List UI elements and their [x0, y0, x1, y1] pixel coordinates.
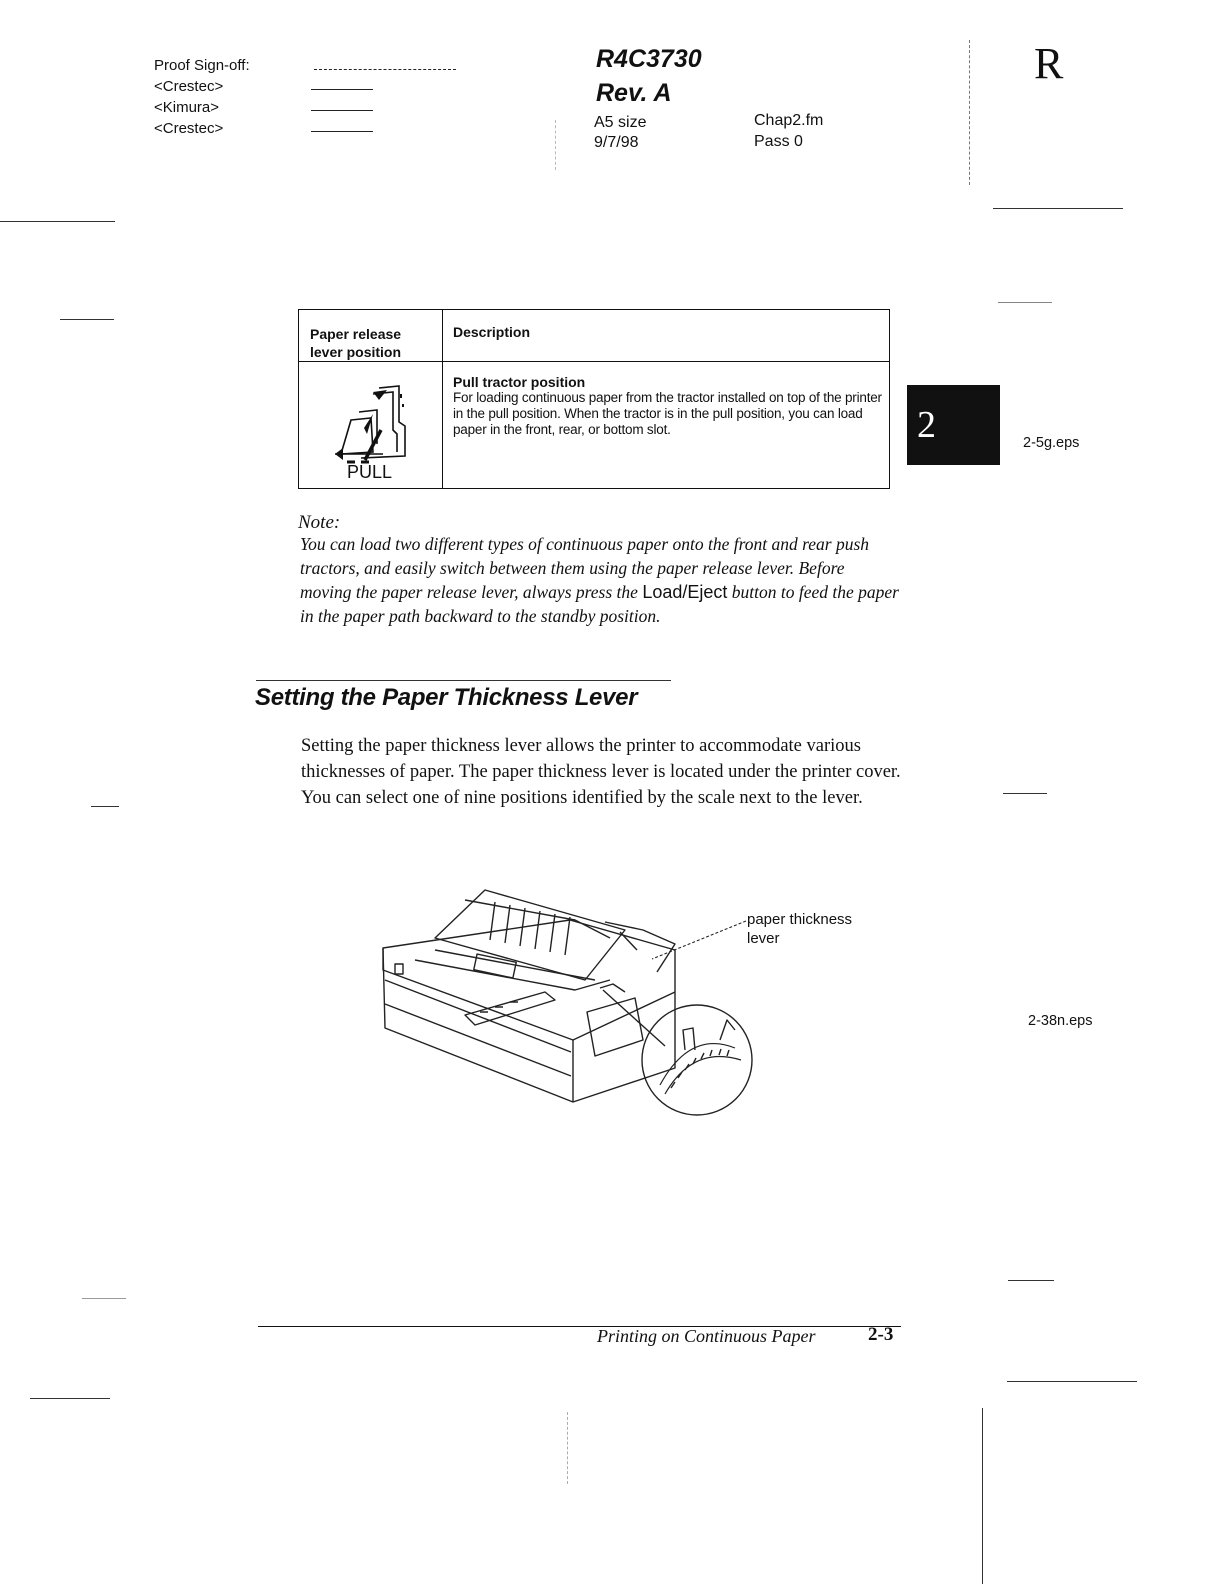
load-eject-button-label: Load/Eject — [642, 582, 728, 602]
table-divider — [442, 310, 443, 488]
crop-mark — [60, 319, 114, 320]
crop-mark — [1008, 1280, 1054, 1281]
note-body — [300, 532, 900, 628]
note-title: Note: — [298, 512, 341, 533]
lever-position-table — [298, 309, 890, 489]
registration-line — [567, 1412, 568, 1484]
crop-mark — [998, 302, 1052, 303]
document-id: R4C3730 — [596, 45, 702, 73]
registration-line — [555, 120, 556, 170]
signer-2: <Kimura> — [154, 99, 220, 116]
crop-mark — [1007, 1381, 1137, 1382]
description-body: For loading continuous paper from the tractor installed on top of the printer in the pull position. When the tractor is in the pull position, you can load paper in the front, rear, or bottom slot. — [453, 390, 882, 437]
registration-line — [969, 40, 970, 185]
pull-position-description — [453, 374, 883, 438]
column-header-description: Description — [453, 324, 531, 340]
section-rule — [256, 680, 671, 681]
crop-mark — [1003, 793, 1047, 794]
crop-mark — [982, 1408, 983, 1584]
column-header-position: Paper release lever position — [310, 326, 402, 360]
footer-chapter-title: Printing on Continuous Paper — [597, 1326, 816, 1346]
table-divider — [299, 361, 889, 362]
proof-label: Proof Sign-off: — [154, 57, 250, 74]
signoff-line — [311, 89, 373, 90]
revision: Rev. A — [596, 79, 672, 107]
figure-eps-filename: 2-38n.eps — [1028, 1013, 1093, 1029]
callout-line — [650, 917, 750, 962]
crop-mark — [993, 208, 1123, 209]
source-file: Chap2.fm — [754, 112, 824, 129]
chapter-number: 2 — [917, 404, 936, 446]
chapter-tab — [907, 385, 1000, 465]
page-size: A5 size — [594, 114, 647, 131]
pass-number: Pass 0 — [754, 133, 803, 150]
table-eps-filename: 2-5g.eps — [1023, 435, 1080, 451]
pull-position-icon — [321, 382, 421, 486]
signer-3: <Crestec> — [154, 120, 224, 137]
crop-mark — [30, 1398, 110, 1399]
tractor-lever-icon — [321, 382, 421, 464]
signer-1: <Crestec> — [154, 78, 224, 95]
signoff-line — [311, 131, 373, 132]
note-text: You can load two different types of continuous paper onto the front and rear push tractors, and easily switch between them using the paper release lever. Before moving the paper release lever, always press the — [300, 534, 870, 602]
corner-letter: R — [1034, 39, 1064, 88]
section-body: Setting the paper thickness lever allows the printer to accommodate various thicknesses of paper. The paper thickness lever is located under the printer cover. You can select one of nine positions identified by the scale next to the lever. — [301, 736, 901, 808]
pull-label: PULL — [347, 462, 393, 482]
crop-mark — [91, 806, 119, 807]
print-date: 9/7/98 — [594, 134, 639, 151]
section-title: Setting the Paper Thickness Lever — [255, 684, 638, 711]
note-text-tail: button to feed the paper in the paper path backward to the standby position. — [300, 582, 899, 626]
proof-signoff-block — [154, 55, 250, 139]
crop-mark — [82, 1298, 126, 1299]
callout-leader — [650, 917, 750, 967]
figure-callout: paper thickness lever — [747, 911, 853, 947]
description-title: Pull tractor position — [453, 374, 586, 390]
crop-mark — [0, 221, 115, 222]
signoff-line — [311, 110, 373, 111]
signoff-line — [314, 69, 456, 70]
page-number: 2-3 — [868, 1324, 894, 1345]
